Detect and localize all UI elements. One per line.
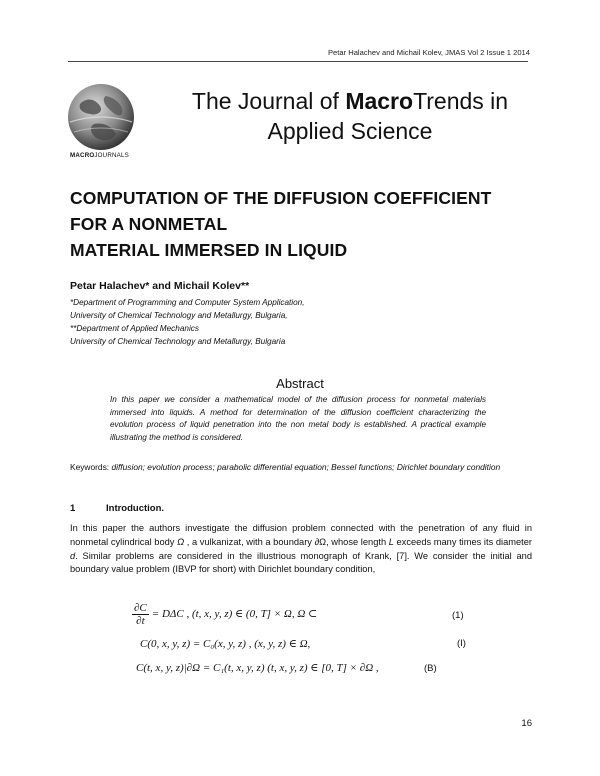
paper-title-line: COMPUTATION OF THE DIFFUSION COEFFICIENT — [70, 188, 492, 208]
paper-title-line: MATERIAL IMMERSED IN LIQUID — [70, 240, 348, 260]
paper-title-line: FOR A NONMETAL — [70, 214, 228, 234]
logo-caption: MACROJOURNALS — [70, 152, 129, 159]
header-rule — [68, 61, 528, 62]
equation-boundary-label: (B) — [424, 663, 437, 674]
journal-title: The Journal of MacroTrends in Applied Science — [191, 88, 509, 144]
affiliations — [70, 296, 305, 348]
affiliation-line: University of Chemical Technology and Metallurgy, Bulgaria — [70, 337, 286, 346]
authors: Petar Halachev* and Michail Kolev** — [70, 280, 250, 292]
equation-1: $\frac{\partial C}{\partial t}$ = DΔC , (t, x, y, z) ∈ (0, T] × Ω, Ω ⊂ — [134, 602, 318, 627]
abstract-heading: Abstract — [276, 376, 324, 391]
macrojournals-globe-logo — [66, 82, 136, 152]
abstract-text: In this paper we consider a mathematical model of the diffusion process for nonmetal materials immersed into liquids. A method for determination of the diffusion coefficient characterizing the evolution process of liquid penetration into the non metal body is established. A practical example illustrating the method is considered. — [110, 395, 486, 442]
affiliation-line: *Department of Programming and Computer System Application, — [70, 298, 305, 307]
affiliation-line: **Department of Applied Mechanics — [70, 324, 199, 333]
affiliation-line: University of Chemical Technology and Metallurgy, Bulgaria, — [70, 311, 288, 320]
page-number: 16 — [521, 718, 532, 729]
keywords: Keywords: diffusion; evolution process; parabolic differential equation; Bessel functions; Dirichlet boundary condition — [70, 462, 501, 472]
body-paragraph: In this paper the authors investigate the diffusion problem connected with the penetration of any fluid in nonmetal cylindrical body Ω , a vulkanizat, with a boundary ∂Ω, whose length L exceeds many times its diameter d. Similar problems are considered in the illustrious monograph of Krank, [7]. We consider the initial and boundary value problem (IBVP for short) with Dirichlet boundary condition, — [70, 523, 533, 575]
section-heading: 1 Introduction. — [70, 503, 165, 514]
equation-initial: C(0, x, y, z) = C₀(x, y, z) , (x, y, z) ∈ Ω, — [140, 638, 311, 650]
equation-1-label: (1) — [452, 610, 464, 621]
paper-title — [70, 185, 540, 263]
running-header: Petar Halachev and Michail Kolev, JMAS Vol 2 Issue 1 2014 — [327, 48, 530, 57]
equation-boundary: C(t, x, y, z)|∂Ω = C₁(t, x, y, z) (t, x, y, z) ∈ [0, T] × ∂Ω , — [136, 662, 379, 674]
equation-initial-label: (I) — [457, 638, 466, 649]
